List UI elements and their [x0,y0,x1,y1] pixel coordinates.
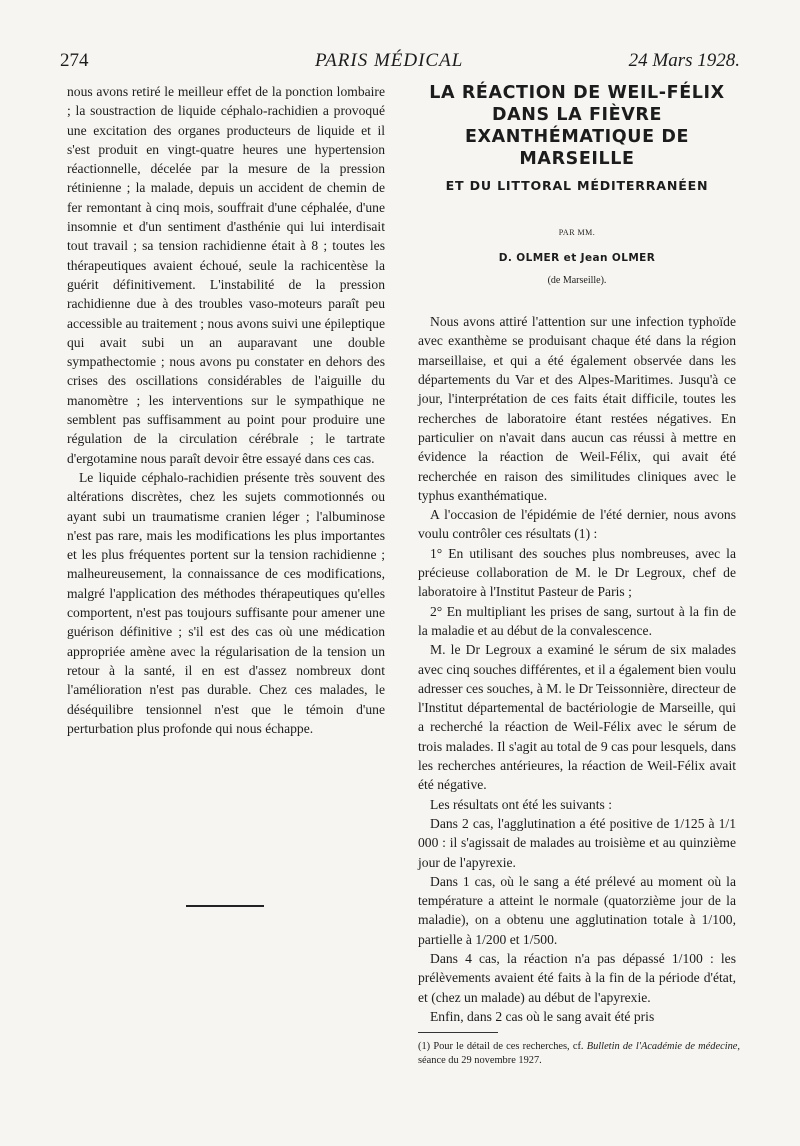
article-paragraph-5: M. le Dr Legroux a examiné le sérum de six malades avec cinq souches différentes, et il a également bien voulu adresser ces souches, à M. le Dr Teissonnière, directeur de l'Institut départemental de bactériologie de Marseille, qui a recherché la réaction de Weil-Félix avec le sérum de trois malades. Il s'agit au total de 9 cas pour lesquels, dans les recherches antérieures, la réaction de Weil-Félix avait été négative. [418,642,736,793]
left-paragraph-2: Le liquide céphalo-rachidien présente très souvent des altérations discrètes, chez les sujets commotionnés ou ayant subi un traumatisme cranien léger ; l'albuminose n'est pas rare, mais les modifications les plus importantes et les plus fréquentes portent sur la tension rachidienne ; malheureusement, la connaissance de ces modifications, malgré l'application des méthodes thérapeutiques qu'elles comportent, n'est pas toujours suffisante pour amener une guérison définitive ; s'il est des cas où une médication appropriée amène avec la régularisation de la tension un retour à la santé, il en est d'assez nombreux dont l'amélioration n'est pas durable. Chez ces malades, le déséquilibre tensionnel n'est que le témoin d'une perturbation plus profonde qui nous échappe. [67,469,385,736]
journal-title: PARIS MÉDICAL [315,50,464,71]
article-paragraph-1: Nous avons attiré l'attention sur une infection typhoïde avec exanthème se produisant chaque été dans la région marseillaise, et qui a été également observée dans les départements du Var et des Alpes-Maritimes. Jusqu'à ce jour, l'interprétation de ces faits était difficile, toutes les recherches de laboratoire étant restées négatives. En particulier on n'avait dans aucun cas réussi à mettre en évidence la réaction de Weil-Félix, qui avait été recherchée en raison des similitudes cliniques avec le typhus exanthématique. [418,314,736,503]
article-paragraph-8: Dans 1 cas, où le sang a été prélevé au moment où la température a atteint le normale (quatorzième jour de la maladie), on a obtenu une agglutination totale à 1/100, partielle à 1/200 et 1/500. [418,873,736,947]
left-column [67,82,385,738]
article-paragraph-2: A l'occasion de l'épidémie de l'été dernier, nous avons voulu contrôler ces résultats (1) : [418,507,736,542]
article-paragraph-10: Enfin, dans 2 cas où le sang avait été pris [430,1008,655,1024]
right-column [418,82,736,1026]
article-authors: D. OLMER et Jean OLMER [498,251,656,264]
footnote [418,1040,740,1067]
running-head [60,50,740,76]
footnote-prefix: (1) Pour le détail de ces recherches, cf. [418,1041,587,1052]
article-paragraph-7: Dans 2 cas, l'agglutination a été positive de 1/125 à 1/1 000 : il s'agissait de malades au troisième et au quinzième jour de l'apyrexie. [418,815,736,870]
article-affiliation: (de Marseille). [547,274,607,286]
article-paragraph-9: Dans 4 cas, la réaction n'a pas dépassé 1/100 : les prélèvements avaient été faits à la fin de la période d'état, et (chez un malade) au début de l'apyrexie. [418,950,736,1005]
byline-par: PAR MM. [558,228,596,238]
section-divider [186,905,264,907]
page-number: 274 [60,50,89,71]
footnote-source: Bulletin de l'Académie de médecine, [586,1041,740,1052]
article-paragraph-6: Les résultats ont été les suivants : [430,796,612,812]
article-paragraph-3: 1° En utilisant des souches plus nombreuses, avec la précieuse collaboration de M. le Dr Legroux, chef de laboratoire à l'Institut Pasteur de Paris ; [418,545,736,600]
article-paragraph-4: 2° En multipliant les prises de sang, surtout à la fin de la maladie et au début de la convalescence. [418,603,736,638]
article-title: LA RÉACTION DE WEIL-FÉLIX DANS LA FIÈVRE EXANTHÉMATIQUE DE MARSEILLE [429,83,725,169]
left-paragraph-1: nous avons retiré le meilleur effet de la ponction lombaire ; la soustraction de liquide céphalo-rachidien a provoqué une excitation des organes producteurs de liquide et il s'est produit en vingt-quatre heures une hypertension réactionnelle, décelée par la mesure de la pression rétinienne ; la malade, depuis un accident de chemin de fer remontant à cinq mois, souffrait d'une céphalée, d'une insomnie et d'un sentiment d'asthénie qui lui interdisait tout travail ; sa tension rachidienne était à 8 ; toutes les thérapeutiques avaient échoué, seule la rachicentèse la guérit définitivement. L'instabilité de la pression rachidienne due à des troubles vaso-moteurs paraît peu accessible au traitement ; nous avons suivi une épileptique qui avait subi un an auparavant une double sympathectomie ; nous avons pu constater en dehors des crises des oscillations considérables de l'aiguille du manomètre ; les interventions sur le sympathique ne semblent pas suffisamment au point pour produire une régulation de la circulation cérébrale ; le tartrate d'ergotamine nous paraît devoir être essayé dans ces cas. [67,84,385,466]
issue-date: 24 Mars 1928. [628,50,740,71]
footnote-suffix: séance du 29 novembre 1927. [418,1054,542,1066]
footnote-rule [418,1032,498,1033]
article-subtitle: ET DU LITTORAL MÉDITERRANÉEN [445,178,709,193]
